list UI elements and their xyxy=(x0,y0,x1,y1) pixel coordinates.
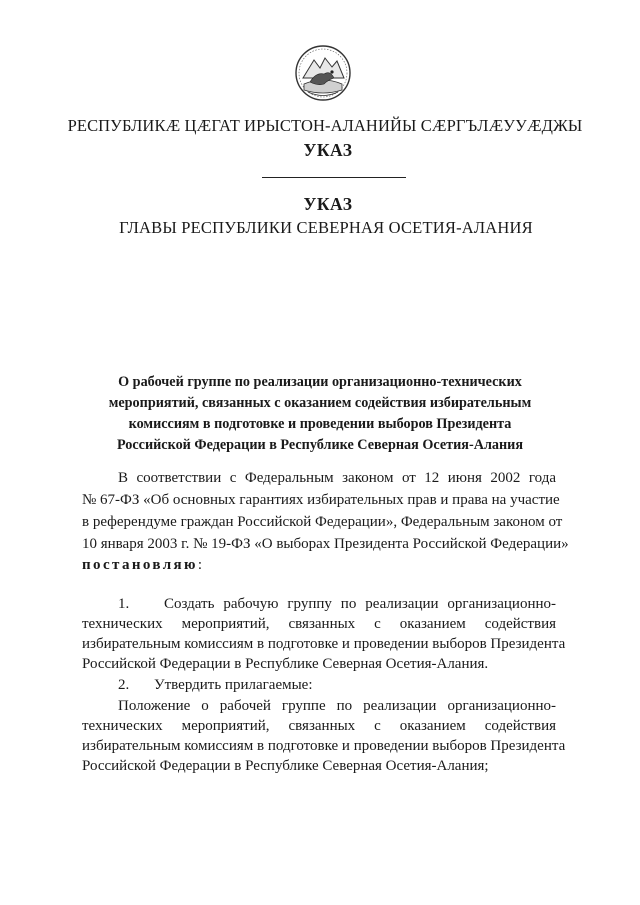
head-of-republic-title: ГЛАВЫ РЕСПУБЛИКИ СЕВЕРНАЯ ОСЕТИЯ-АЛАНИЯ xyxy=(119,218,533,237)
item-line: избирательным комиссиям в подготовке и проведении выборов Президента xyxy=(82,636,566,652)
ukaz-title-ossetian: УКАЗ xyxy=(303,140,353,160)
item-number: 2. xyxy=(118,677,130,693)
preamble-line: 10 января 2003 г. № 19-ФЗ «О выборах Президента Российской Федерации» xyxy=(82,536,569,552)
decree-word: постановляю xyxy=(82,557,198,573)
item-text: Создать рабочую группу по реализации организационно- xyxy=(164,596,556,612)
item-line: Российской Федерации в Республике Северная Осетия-Алания. xyxy=(82,656,489,672)
approved-line: Положение о рабочей группе по реализации организационно- xyxy=(118,698,556,714)
approved-line: избирательным комиссиям в подготовке и проведении выборов Президента xyxy=(82,738,566,754)
republic-title-ossetian: РЕСПУБЛИКÆ ЦÆГАТ ИРЫСТОН-АЛАНИЙЫ СÆРГЪЛÆУУÆДЖЫ xyxy=(67,116,583,135)
decree-subject-title xyxy=(84,372,556,456)
title-line: Российской Федерации в Республике Северная Осетия-Алания xyxy=(116,437,524,453)
preamble-line: в референдуме граждан Российской Федерации», Федеральным законом от xyxy=(82,514,563,530)
title-line: комиссиям в подготовке и проведении выборов Президента xyxy=(128,416,512,432)
title-line: мероприятий, связанных с оказанием содействия избирательным xyxy=(108,395,532,411)
approved-line: технических мероприятий, связанных с оказанием содействия xyxy=(82,718,556,734)
item-text: Утвердить прилагаемые: xyxy=(154,677,313,693)
preamble-line: № 67-ФЗ «Об основных гарантиях избирательных прав и права на участие xyxy=(82,492,560,508)
coat-of-arms-icon xyxy=(294,44,352,102)
ukaz-title-russian: УКАЗ xyxy=(303,194,353,214)
item-line: технических мероприятий, связанных с оказанием содействия xyxy=(82,616,556,632)
decree-verb xyxy=(82,555,556,575)
approved-line: Российской Федерации в Республике Северная Осетия-Алания; xyxy=(82,758,489,774)
item-2-line xyxy=(118,675,556,695)
decree-colon: : xyxy=(197,557,203,573)
header-divider xyxy=(262,177,406,178)
coat-of-arms-emblem xyxy=(294,44,352,102)
item-1-first-line xyxy=(118,594,556,614)
title-line: О рабочей группе по реализации организационно-технических xyxy=(118,374,522,390)
item-number: 1. xyxy=(118,596,130,612)
preamble-line: В соответствии с Федеральным законом от 12 июня 2002 года xyxy=(118,470,556,486)
